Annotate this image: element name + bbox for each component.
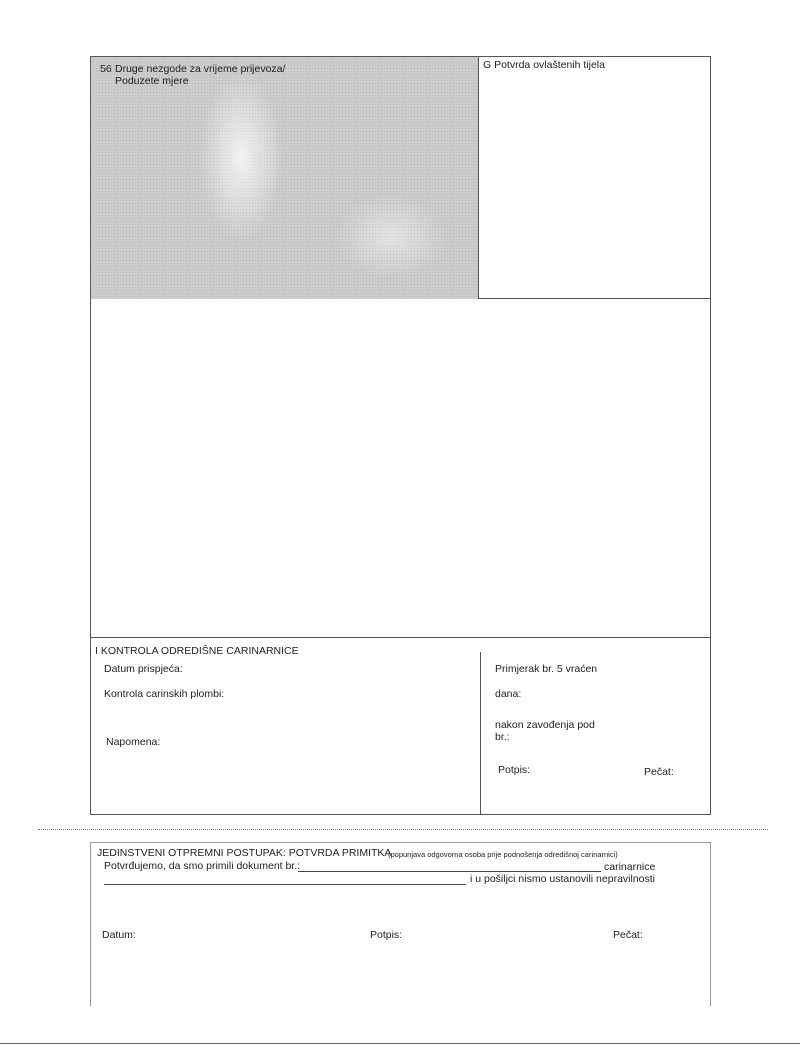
receipt-date-label: Datum: xyxy=(102,929,136,941)
bottom-edge-line xyxy=(0,1043,800,1044)
office-name-underline xyxy=(104,884,466,885)
receipt-note: (popunjava odgovorna osoba prije podnošenja odredišnoj carinarnici) xyxy=(388,850,618,859)
copy-returned-label: Primjerak br. 5 vraćen xyxy=(495,663,598,675)
box-g-label: G Potvrda ovlaštenih tijela xyxy=(483,59,605,71)
box-56-label-line2: Poduzete mjere xyxy=(115,75,189,87)
receipt-left-border xyxy=(90,842,91,1006)
box-56-label-line1: Druge nezgode za vrijeme prijevoza/ xyxy=(115,63,286,75)
receipt-confirm-text: Potvrđujemo, da smo primili dokument br.: xyxy=(104,860,301,872)
divider-section-i xyxy=(90,637,711,638)
date-label: dana: xyxy=(495,688,522,700)
section-i-signature-label: Potpis: xyxy=(498,764,531,776)
after-entry-line2: br.: xyxy=(495,731,510,743)
receipt-title: JEDINSTVENI OTPREMNI POSTUPAK: POTVRDA PRIMITKA xyxy=(97,847,392,859)
frame-bottom-border xyxy=(90,814,711,815)
arrival-date-label: Datum prispjeća: xyxy=(104,663,183,675)
receipt-right-border xyxy=(710,842,711,1006)
divider-i-columns xyxy=(480,652,481,815)
frame-right-border xyxy=(710,56,711,815)
divider-56-g xyxy=(478,56,479,299)
cut-line xyxy=(38,829,768,830)
box-56-shaded-area xyxy=(91,57,478,299)
seal-control-label: Kontrola carinskih plombi: xyxy=(104,688,225,700)
receipt-no-irregularities: i u pošiljci nismo ustanovili nepravilnosti xyxy=(470,873,656,885)
receipt-top-border xyxy=(90,842,711,843)
document-number-underline xyxy=(298,871,601,872)
receipt-office-text: carinarnice xyxy=(604,861,656,873)
receipt-signature-label: Potpis: xyxy=(370,929,403,941)
box-56-number: 56 xyxy=(100,63,112,75)
after-entry-line1: nakon zavođenja pod xyxy=(495,719,595,731)
remark-label: Napomena: xyxy=(106,736,161,748)
section-i-title: I KONTROLA ODREDIŠNE CARINARNICE xyxy=(95,645,299,657)
receipt-stamp-label: Pečat: xyxy=(613,929,643,941)
section-i-stamp-label: Pečat: xyxy=(644,766,674,778)
